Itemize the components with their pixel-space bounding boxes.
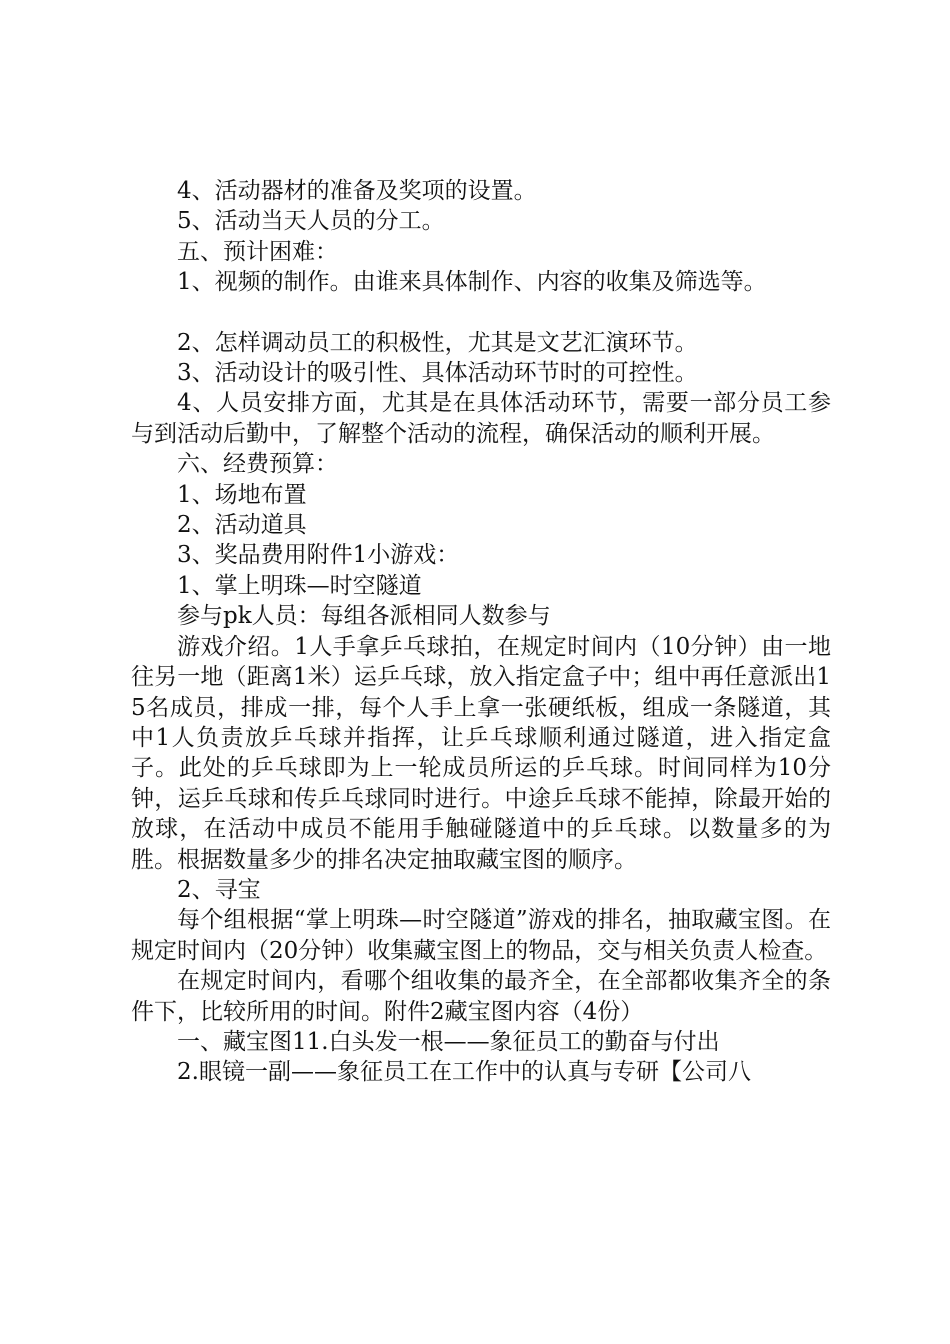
paragraph: 2、怎样调动员工的积极性，尤其是文艺汇演环节。 <box>177 329 698 356</box>
paragraph: 游戏介绍。1人手拿乒乓球拍，在规定时间内（10分钟）由一地往另一地（距离1米）运乒乓球，放入指定盒子中；组中再任意派出15名成员，排成一排，每个人手上拿一张硬纸板，组成一条隧道，其中1人负责放乒乓球并指挥，让乒乓球顺利通过隧道，进入指定盒子。此处的乒乓球即为上一轮成员所运的乒乓球。时间同样为10分钟，运乒乓球和传乒乓球同时进行。中途乒乓球不能掉，除最开始的放球，在活动中成员不能用手触碰隧道中的乒乓球。以数量多的为胜。根据数量多少的排名决定抽取藏宝图的顺序。 <box>131 633 831 873</box>
paragraph: 五、预计困难： <box>177 238 338 265</box>
document-body <box>131 176 831 1088</box>
paragraph: 4、活动器材的准备及奖项的设置。 <box>177 178 537 204</box>
paragraph: 3、奖品费用附件1小游戏： <box>177 542 460 569</box>
paragraph: 3、活动设计的吸引性、具体活动环节时的可控性。 <box>177 360 698 387</box>
paragraph: 在规定时间内，看哪个组收集的最齐全，在全部都收集齐全的条件下，比较所用的时间。附件2藏宝图内容（4份） <box>131 968 831 1025</box>
paragraph: 1、场地布置 <box>177 481 307 508</box>
paragraph: 2、寻宝 <box>177 876 261 903</box>
paragraph: 4、人员安排方面，尤其是在具体活动环节，需要一部分员工参与到活动后勤中，了解整个活动的流程，确保活动的顺利开展。 <box>131 390 831 447</box>
paragraph: 六、经费预算： <box>177 451 338 478</box>
paragraph: 1、视频的制作。由谁来具体制作、内容的收集及筛选等。 <box>177 269 767 296</box>
paragraph: 一、藏宝图11.白头发一根——象征员工的勤奋与付出 <box>177 1028 720 1055</box>
paragraph: 1、掌上明珠—时空隧道 <box>177 572 422 599</box>
paragraph: 5、活动当天人员的分工。 <box>177 208 445 235</box>
paragraph: 每个组根据“掌上明珠—时空隧道”游戏的排名，抽取藏宝图。在规定时间内（20分钟）收集藏宝图上的物品，交与相关负责人检查。 <box>131 907 831 964</box>
paragraph-spacer <box>131 298 831 328</box>
paragraph: 2、活动道具 <box>177 512 307 539</box>
paragraph: 2.眼镜一副——象征员工在工作中的认真与专研【公司八 <box>177 1059 751 1086</box>
paragraph: 参与pk人员：每组各派相同人数参与 <box>177 603 551 630</box>
